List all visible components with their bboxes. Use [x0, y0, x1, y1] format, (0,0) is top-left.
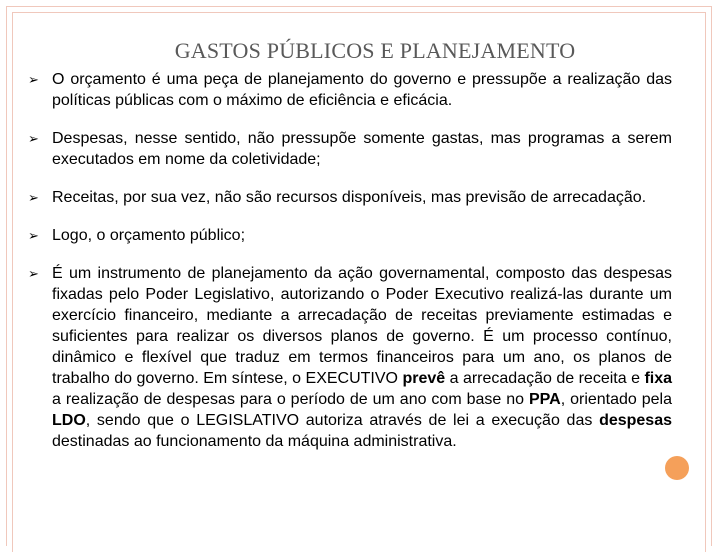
bold-term-ldo: LDO [52, 412, 86, 429]
slide-title: GASTOS PÚBLICOS E PLANEJAMENTO [174, 38, 576, 63]
bullet-list [28, 69, 672, 469]
text-segment: destinadas ao funcionamento da máquina administrativa. [52, 433, 457, 450]
list-item [28, 263, 672, 452]
list-item [28, 225, 672, 246]
arrow-bullet-icon: ➢ [28, 228, 39, 243]
bold-term-despesas: despesas [599, 412, 672, 429]
text-segment: É um instrumento de planejamento da ação governamental, composto das despesas fixadas pelo Poder Legislativo, autorizando o Poder Executivo realizá-las durante um exercício financeiro, mediante a arrecadação de receitas previamente estimadas e suficientes para realizar os diversos planos de governo. É um processo contínuo, dinâmico e flexível que traduz em termos financeiros para um ano, os planos de trabalho do governo. Em síntese, o EXECUTIVO [52, 265, 672, 387]
bold-term-ppa: PPA [528, 391, 561, 408]
list-item-text [52, 263, 672, 452]
arrow-bullet-icon: ➢ [28, 131, 39, 146]
list-item [28, 187, 672, 208]
list-item-text: Receitas, por sua vez, não são recursos disponíveis, mas previsão de arrecadação. [52, 189, 647, 206]
text-segment: a realização de despesas para o período de um ano com base no [52, 391, 529, 408]
bold-term-preve: prevê [402, 370, 446, 387]
text-segment: , sendo que o LEGISLATIVO autoriza através de lei a execução das [85, 412, 600, 429]
arrow-bullet-icon: ➢ [28, 72, 39, 87]
text-segment: , orientado pela [560, 391, 672, 408]
list-item-text: Logo, o orçamento público; [52, 227, 246, 244]
text-segment: a arrecadação de receita e [445, 370, 645, 387]
list-item [28, 69, 672, 111]
bold-term-fixa: fixa [644, 370, 673, 387]
list-item-text: O orçamento é uma peça de planejamento do governo e pressupõe a realização das políticas públicas com o máximo de eficiência e eficácia. [52, 71, 672, 109]
list-item [28, 128, 672, 170]
arrow-bullet-icon: ➢ [28, 190, 39, 205]
list-item-text: Despesas, nesse sentido, não pressupõe somente gastas, mas programas a serem executados em nome da coletividade; [52, 130, 672, 168]
arrow-bullet-icon: ➢ [28, 266, 39, 281]
